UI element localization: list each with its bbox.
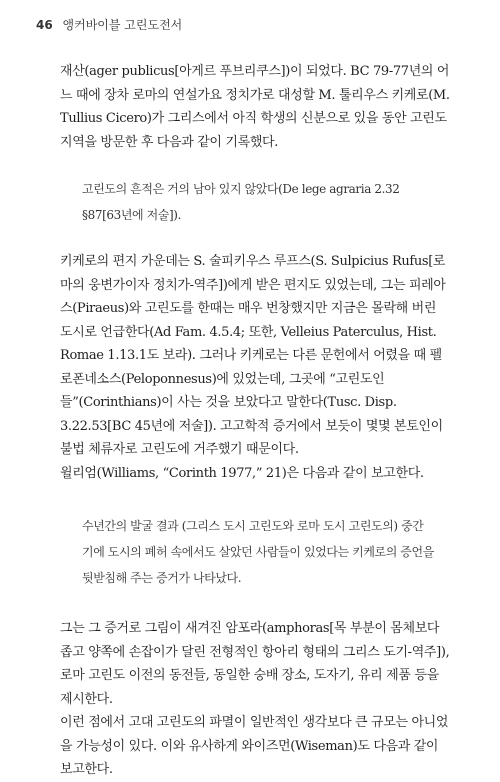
paragraph-2: 키케로의 편지 가운데는 S. 술피키우스 루프스(S. Sulpicius Rufus[로마의 웅변가이자 정치가-역주])에게 받은 편지도 있었는데, 그는 피레아스(Piraeus)와 고린도를 한때는 매우 번창했지만 지금은 몰락해 버린 도시로 언급한다(Ad Fam. 4.5.4; 또한, Velleius Paterculus, Hist. Romae 1.13.1도 보라). 그러나 키케로는 다른 문헌에서 어렸을 때 펠로폰네소스(Peloponnesus)에 있었는데, 그곳에 “고린도인들”(Corinthians)이 사는 것을 보았다고 말한다(Tusc. Disp. 3.22.53[BC 45년에 저술]). 고고학적 증거에서 보듯이 몇몇 본토인이 불법 체류자로 고린도에 거주했기 때문이다. — [60, 254, 446, 457]
book-title: 앵커바이블 고린도전서 — [62, 18, 183, 32]
paragraph-3: 윌리엄(Williams, “Corinth 1977,” 21)은 다음과 같이 보고한다. — [60, 465, 424, 481]
block-quote-2: 수년간의 발굴 결과 (그리스 도시 고린도와 로마 도시 고린도의) 중간기에 도시의 폐허 속에서도 살았던 사람들이 있었다는 키케로의 증언을 뒷받침해 주는 증거가 나타났다. — [82, 519, 434, 585]
paragraph-4: 그는 그 증거로 그림이 새겨진 암포라(amphoras[목 부분이 몸체보다 좁고 양쪽에 손잡이가 달린 전형적인 항아리 형태의 그리스 도기-역주]), 로마 고린도 이전의 동전들, 동일한 숭배 장소, 도자기, 유리 제품 등을 제시한다. — [60, 621, 450, 707]
page-body — [60, 60, 452, 782]
paragraph-5: 이런 점에서 고대 고린도의 파멸이 일반적인 생각보다 큰 규모는 아니었을 가능성이 있다. 이와 유사하게 와이즈먼(Wiseman)도 다음과 같이 보고한다. — [60, 715, 449, 777]
page-number: 46 — [36, 18, 53, 32]
page-header — [36, 16, 182, 33]
block-quote-1: 고린도의 흔적은 거의 남아 있지 않았다(De lege agraria 2.32 §87[63년에 저술]). — [82, 182, 400, 222]
paragraph-1: 재산(ager publicus[아게르 푸브리쿠스])이 되었다. BC 79-77년의 어느 때에 장차 로마의 연설가요 정치가로 대성할 M. 툴리우스 키케로(M. Tullius Cicero)가 그리스에서 아직 학생의 신분으로 있을 동안 고린도 지역을 방문한 후 다음과 같이 기록했다. — [60, 64, 450, 150]
